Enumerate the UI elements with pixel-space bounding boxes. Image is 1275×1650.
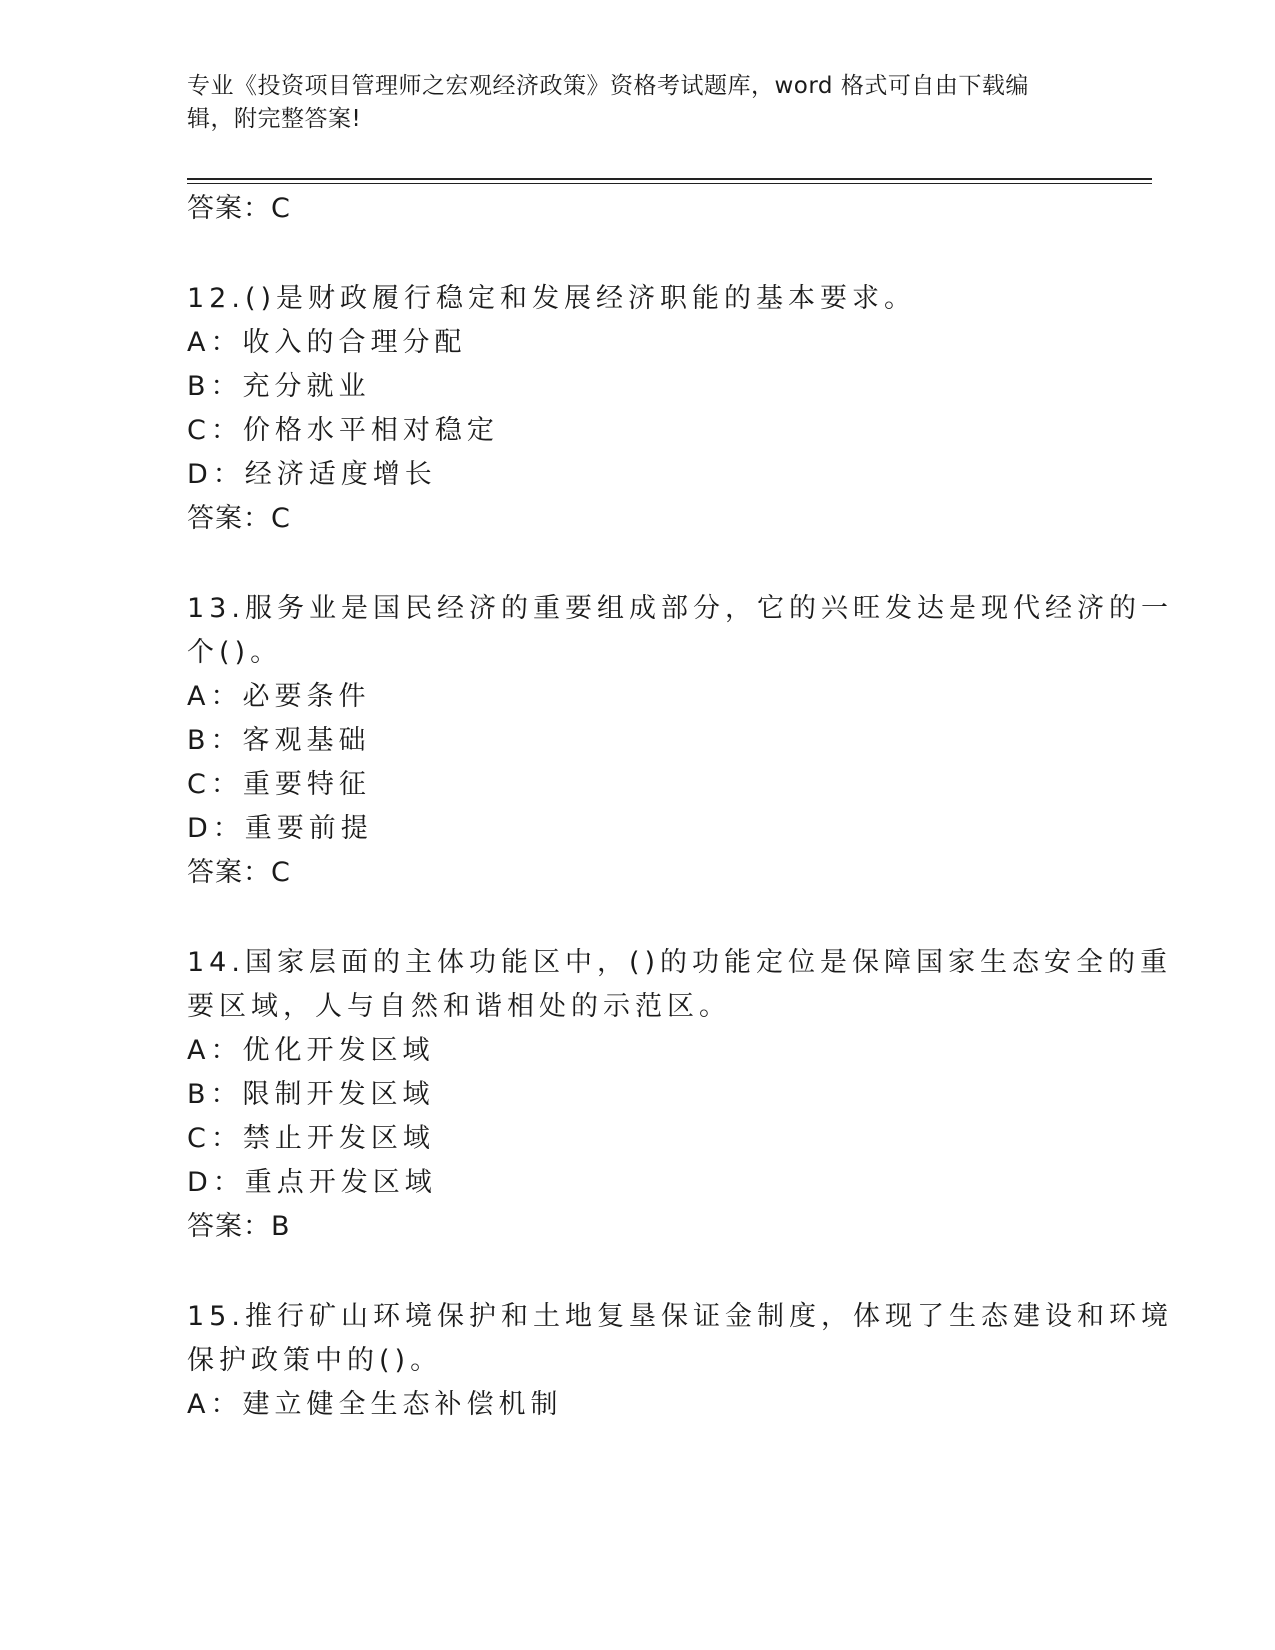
answer-14: 答案：B	[187, 1211, 291, 1242]
question-15-stem-line-1: 15.推行矿山环境保护和土地复垦保证金制度，体现了生态建设和环境	[187, 1301, 1173, 1332]
question-14-option-d: D：重点开发区域	[187, 1167, 437, 1198]
header-rule-thin	[187, 183, 1152, 184]
question-12-option-d: D：经济适度增长	[187, 459, 437, 490]
question-12-option-b: B：充分就业	[187, 371, 371, 402]
question-13-stem-line-1: 13.服务业是国民经济的重要组成部分，它的兴旺发达是现代经济的一	[187, 593, 1173, 624]
question-13-option-a: A：必要条件	[187, 681, 371, 712]
header-line-1: 专业《投资项目管理师之宏观经济政策》资格考试题库，word 格式可自由下载编	[187, 73, 1029, 99]
answer-11: 答案：C	[187, 193, 291, 224]
question-14-stem-line-1: 14.国家层面的主体功能区中，()的功能定位是保障国家生态安全的重	[187, 947, 1173, 978]
question-14-option-a: A：优化开发区域	[187, 1035, 435, 1066]
question-15-stem-line-2: 保护政策中的()。	[187, 1345, 443, 1376]
page-header	[187, 70, 1067, 136]
answer-12: 答案：C	[187, 503, 291, 534]
question-13-stem-line-2: 个()。	[187, 637, 283, 668]
question-13-option-b: B：客观基础	[187, 725, 371, 756]
answer-13: 答案：C	[187, 857, 291, 888]
question-12-stem: 12.()是财政履行稳定和发展经济职能的基本要求。	[187, 283, 917, 314]
header-line-2: 辑，附完整答案!	[187, 106, 362, 132]
header-rule-thick	[187, 178, 1152, 180]
question-13-option-d: D：重要前提	[187, 813, 373, 844]
question-13-option-c: C：重要特征	[187, 769, 371, 800]
question-14-option-b: B：限制开发区域	[187, 1079, 435, 1110]
question-14-stem-line-2: 要区域，人与自然和谐相处的示范区。	[187, 991, 731, 1022]
question-12-option-c: C：价格水平相对稳定	[187, 415, 499, 446]
question-12-option-a: A：收入的合理分配	[187, 327, 467, 358]
question-15-option-a: A：建立健全生态补偿机制	[187, 1389, 563, 1420]
question-14-option-c: C：禁止开发区域	[187, 1123, 435, 1154]
